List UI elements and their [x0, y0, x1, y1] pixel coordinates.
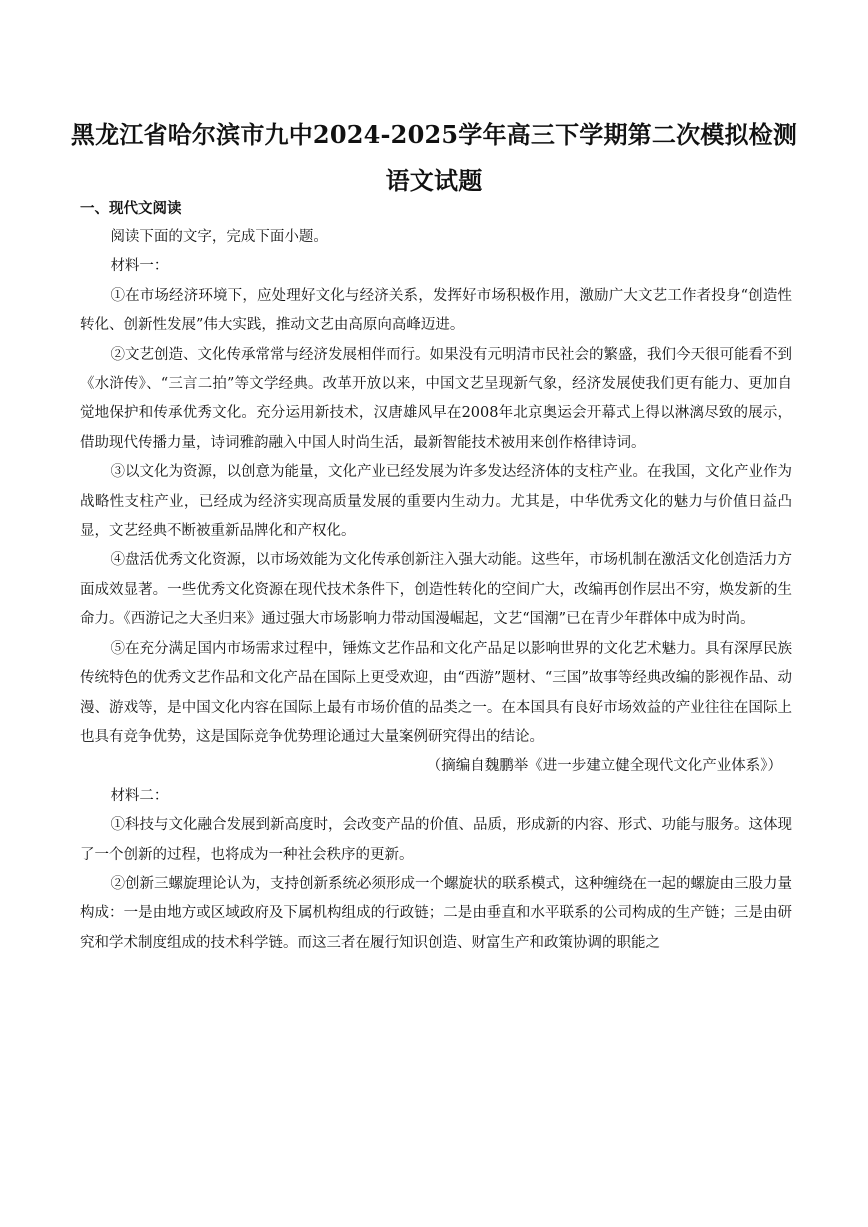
document-title: 黑龙江省哈尔滨市九中2024-2025学年高三下学期第二次模拟检测语文试题 [70, 120, 798, 195]
material-two-paragraph-2: ②创新三螺旋理论认为，支持创新系统必须形成一个螺旋状的联系模式，这种缠绕在一起的螺旋由三股力量构成：一是由地方或区域政府及下属机构组成的行政链；二是由垂直和水平联系的公司构成的生产链；三是由研究和学术制度组成的技术科学链。而这三者在履行知识创造、财富生产和政策协调的职能之 [80, 875, 792, 951]
document-body [80, 223, 792, 958]
material-one-label: 材料一： [110, 258, 169, 275]
material-one-paragraph-2: ②文艺创造、文化传承常常与经济发展相伴而行。如果没有元明清市民社会的繁盛，我们今天很可能看不到《水浒传》、“三言二拍”等文学经典。改革开放以来，中国文艺呈现新气象，经济发展使我们更有能力、更加自觉地保护和传承优秀文化。充分运用新技术，汉唐雄风早在2008年北京奥运会开幕式上得以淋漓尽致的展示，借助现代传播力量，诗词雅韵融入中国人时尚生活，最新智能技术被用来创作格律诗词。 [80, 346, 792, 451]
material-one-paragraph-5: ⑤在充分满足国内市场需求过程中，锤炼文艺作品和文化产品足以影响世界的文化艺术魅力。具有深厚民族传统特色的优秀文艺作品和文化产品在国际上更受欢迎，由“西游”题材、“三国”故事等经典改编的影视作品、动漫、游戏等，是中国文化内容在国际上最有市场价值的品类之一。在本国具有良好市场效益的产业往往在国际上也具有竞争优势，这是国际竞争优势理论通过大量案例研究得出的结论。 [80, 640, 792, 745]
material-one-paragraph-4: ④盘活优秀文化资源，以市场效能为文化传承创新注入强大动能。这些年，市场机制在激活文化创造活力方面成效显著。一些优秀文化资源在现代技术条件下，创造性转化的空间广大，改编再创作层出不穷，焕发新的生命力。《西游记之大圣归来》通过强大市场影响力带动国漫崛起，文艺“国潮”已在青少年群体中成为时尚。 [80, 552, 792, 628]
material-one-paragraph-1: ①在市场经济环境下，应处理好文化与经济关系，发挥好市场积极作用，激励广大文艺工作者投身“创造性转化、创新性发展”伟大实践，推动文艺由高原向高峰迈进。 [80, 287, 792, 334]
material-one-paragraph-3: ③以文化为资源，以创意为能量，文化产业已经发展为许多发达经济体的支柱产业。在我国，文化产业作为战略性支柱产业，已经成为经济实现高质量发展的重要内生动力。尤其是，中华优秀文化的魅力与价值日益凸显，文艺经典不断被重新品牌化和产权化。 [80, 464, 792, 540]
material-one-source: （摘编自魏鹏举《进一步建立健全现代文化产业体系》） [426, 758, 782, 775]
material-two-label: 材料二： [110, 787, 169, 804]
reading-instruction: 阅读下面的文字，完成下面小题。 [110, 229, 328, 245]
section-heading: 一、现代文阅读 [80, 201, 182, 217]
material-two-paragraph-1: ①科技与文化融合发展到新高度时，会改变产品的价值、品质，形成新的内容、形式、功能与服务。这体现了一个创新的过程，也将成为一种社会秩序的更新。 [80, 817, 792, 863]
